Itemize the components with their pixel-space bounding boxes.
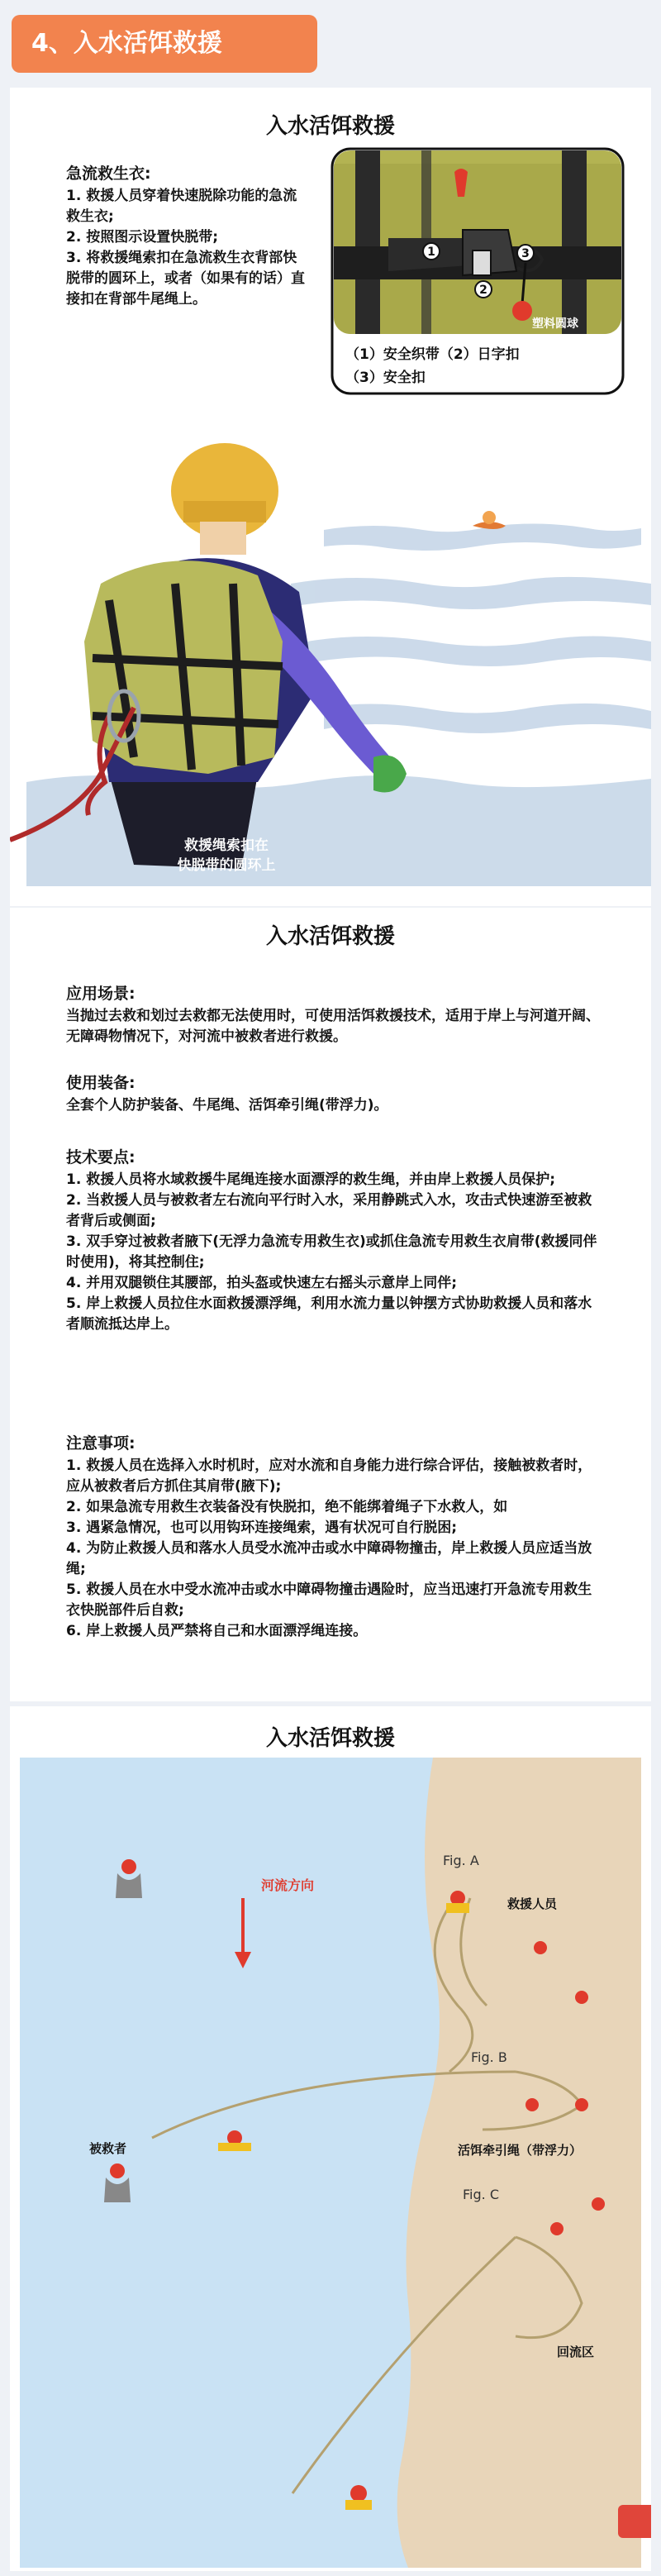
technique-item: 1. 救援人员将水域救援牛尾绳连接水面漂浮的救生绳，并由岸上救援人员保护; bbox=[66, 1171, 556, 1188]
eddy-label: 回流区 bbox=[557, 2345, 595, 2359]
plastic-ball-label: 塑料圆球 bbox=[532, 317, 578, 331]
scenario-block bbox=[66, 984, 603, 1047]
technique-item: 5. 岸上救援人员拉住水面救援漂浮绳，利用水流力量以钟摆方式协助救援人员和落水者顺流抵达岸上。 bbox=[66, 1295, 592, 1333]
technique-item: 4. 并用双腿锁住其腰部，拍头盔或快速左右摇头示意岸上同伴; bbox=[66, 1275, 458, 1291]
scenario-text: 当抛过去救和划过去救都无法使用时，可使用活饵救援技术，适用于岸上与河道开阔、无障碍物情况下，对河流中被救者进行救援。 bbox=[66, 1008, 600, 1045]
technique-heading: 技术要点: bbox=[66, 1148, 136, 1166]
technique-block bbox=[66, 1147, 603, 1335]
fig-a-label: Fig. A bbox=[443, 1853, 479, 1868]
notes-item: 2. 如果急流专用救生衣装备没有快脱扣，绝不能绑着绳子下水救人，如 bbox=[66, 1499, 508, 1515]
notes-item: 6. 岸上救援人员严禁将自己和水面漂浮绳连接。 bbox=[66, 1623, 368, 1639]
rope-caption: 快脱带的圆环上 bbox=[177, 857, 276, 874]
vest-card bbox=[10, 88, 651, 906]
flow-direction-label: 河流方向 bbox=[261, 1877, 315, 1893]
vest-item: 2. 按照图示设置快脱带; bbox=[66, 229, 219, 246]
section-title: 入水活饵救援 bbox=[265, 1726, 395, 1751]
vest-item: 1. 救援人员穿着快速脱除功能的急流救生衣; bbox=[66, 188, 297, 225]
equipment-text: 全套个人防护装备、牛尾绳、活饵牵引绳(带浮力)。 bbox=[66, 1097, 388, 1114]
notes-heading: 注意事项: bbox=[66, 1434, 136, 1453]
notes-item: 4. 为防止救援人员和落水人员受水流冲击或水中障碍物撞击，岸上救援人员应适当放绳; bbox=[66, 1540, 592, 1577]
rescuer-label: 救援人员 bbox=[507, 1896, 558, 1911]
rope-caption: 救援绳索扣在 bbox=[184, 837, 269, 854]
notes-block bbox=[66, 1433, 603, 1642]
scenario-heading: 应用场景: bbox=[66, 985, 136, 1003]
vest-item: 3. 将救援绳索扣在急流救生衣背部快脱带的圆环上，或者（如果有的话）直接扣在背部牛尾绳上。 bbox=[66, 250, 305, 308]
section-title: 入水活饵救援 bbox=[265, 114, 395, 139]
technique-item: 3. 双手穿过被救者腋下(无浮力急流专用救生衣)或抓住急流专用救生衣肩带(救援同伴时使用)，将其控制住; bbox=[66, 1233, 597, 1271]
notes-item: 5. 救援人员在水中受水流冲击或水中障碍物撞击遇险时，应当迅速打开急流专用救生衣快脱部件后自救; bbox=[66, 1581, 592, 1619]
equipment-heading: 使用装备: bbox=[66, 1074, 136, 1092]
vest-heading: 急流救生衣: bbox=[66, 165, 151, 183]
notes-item: 1. 救援人员在选择入水时机时，应对水流和自身能力进行综合评估，接触被救者时，应从被救者后方抓住其肩带(腋下); bbox=[66, 1457, 592, 1495]
diagram-card bbox=[10, 1706, 651, 2571]
rescuer-illustration bbox=[10, 394, 651, 906]
technique-item: 2. 当救援人员与被救者左右流向平行时入水，采用静跳式入水，攻击式快速游至被救者背后或侧面; bbox=[66, 1192, 592, 1229]
inset-legend: （3）安全扣 bbox=[345, 370, 426, 386]
notes-item: 3. 遇紧急情况，也可以用钩环连接绳索，遇有状况可自行脱困; bbox=[66, 1519, 458, 1536]
marker-3: 3 bbox=[521, 247, 530, 260]
corner-marker bbox=[618, 2505, 651, 2538]
river-diagram bbox=[20, 1758, 641, 2568]
marker-2: 2 bbox=[479, 284, 487, 297]
section-title: 入水活饵救援 bbox=[265, 924, 395, 949]
marker-1: 1 bbox=[427, 246, 435, 259]
equipment-block bbox=[66, 1073, 603, 1116]
inset-legend: （1）安全织带（2）日字扣 bbox=[345, 346, 520, 363]
fig-c-label: Fig. C bbox=[463, 2187, 499, 2202]
vest-instructions bbox=[66, 164, 306, 310]
section-header: 4、入水活饵救援 bbox=[12, 15, 317, 73]
victim-label: 被救者 bbox=[89, 2141, 127, 2156]
technique-card bbox=[10, 908, 651, 1701]
fig-b-label: Fig. B bbox=[471, 2049, 507, 2065]
tow-rope-label: 活饵牵引绳（带浮力） bbox=[458, 2143, 583, 2158]
quick-release-inset bbox=[330, 147, 625, 395]
